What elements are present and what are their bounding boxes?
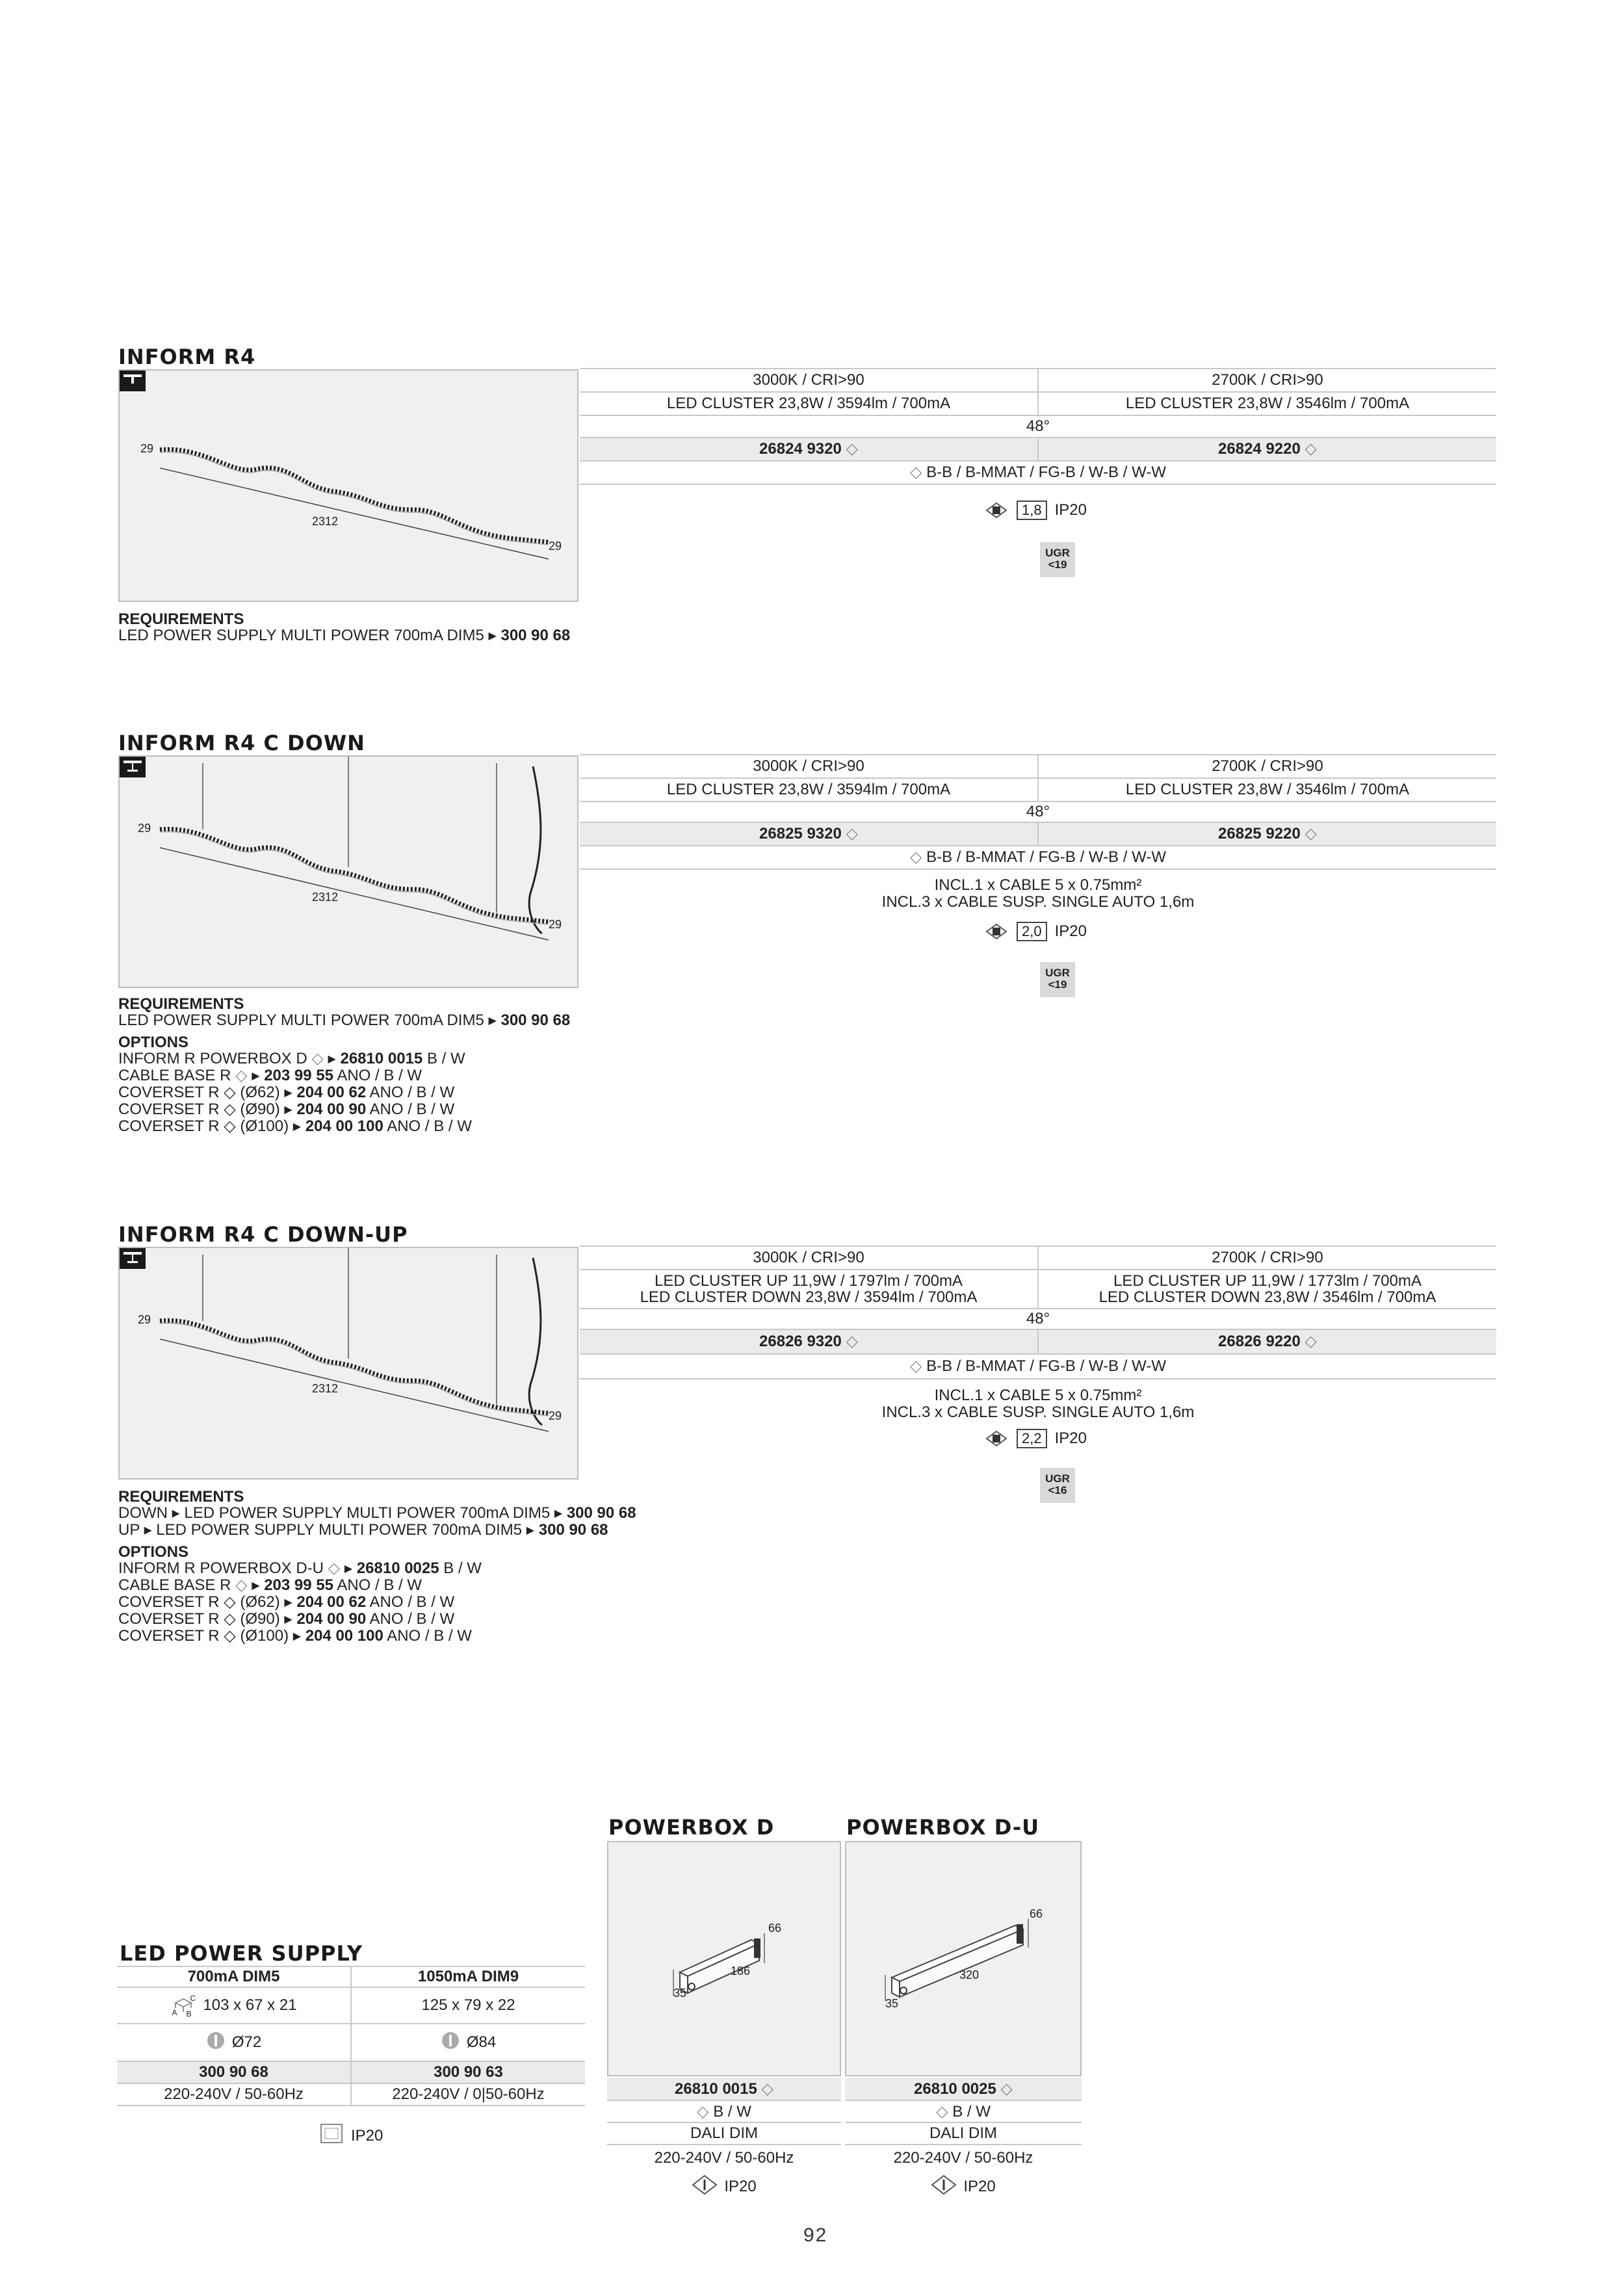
diameter-value: Ø72 — [231, 2033, 262, 2051]
powerbox-table — [845, 2078, 1082, 2201]
dimension-value: 103 x 67 x 21 — [203, 1996, 297, 2014]
option-line: COVERSET R ◇ (Ø100) ▶ 204 00 100 ANO / B / W — [118, 1117, 472, 1135]
spec-row-beam — [580, 802, 1496, 823]
class-value: 2,2 — [1017, 1429, 1047, 1448]
spec-row-codes — [580, 1330, 1496, 1355]
requirement-line: LED POWER SUPPLY MULTI POWER 700mA DIM5 ▶ 300 90 68 — [118, 1011, 571, 1029]
option-line: COVERSET R ◇ (Ø62) ▶ 204 00 62 ANO / B / W — [118, 1084, 455, 1101]
section-title: INFORM R4 C DOWN-UP — [118, 1222, 408, 1247]
ps-dimension-row — [117, 1988, 585, 2024]
hole-diameter-icon — [206, 2031, 226, 2055]
dimension-label: 29 — [549, 540, 562, 553]
spec-cell: 3000K / CRI>90 — [753, 757, 864, 775]
spec-cell — [1037, 1270, 1496, 1308]
dimension-label: 35 — [673, 1987, 687, 2000]
ugr-value: <16 — [1048, 1484, 1067, 1496]
ugr-label: UGR — [1045, 967, 1070, 979]
spec-icons — [984, 501, 1087, 520]
spec-cell — [580, 1270, 1037, 1308]
ugr-label: UGR — [1045, 1472, 1070, 1485]
ugr-badge — [1040, 962, 1075, 997]
led-up: LED CLUSTER UP 11,9W / 1773lm / 700mA — [1113, 1272, 1422, 1290]
powerbox-voltage: 220-240V / 50-60Hz — [893, 2149, 1033, 2167]
ps-diameter — [350, 2024, 585, 2061]
requirements-header: REQUIREMENTS — [118, 995, 244, 1013]
product-drawing — [118, 1247, 578, 1480]
article-code: 26824 9220 ◇ — [1037, 438, 1496, 460]
ip-rating: IP20 — [724, 2178, 757, 2195]
led-down: LED CLUSTER DOWN 23,8W / 3594lm / 700mA — [640, 1288, 978, 1306]
option-line: CABLE BASE R ◇ ▶ 203 99 55 ANO / B / W — [118, 1067, 422, 1084]
option-line: INFORM R POWERBOX D ◇ ▶ 26810 0015 B / W — [118, 1050, 465, 1067]
powerbox-finish: B / W — [952, 2102, 991, 2120]
spec-row-included — [580, 1381, 1496, 1428]
ugr-value: <19 — [1048, 558, 1067, 571]
spec-row-led — [580, 1270, 1496, 1309]
powerbox-control-row — [607, 2123, 841, 2145]
ip-rating: IP20 — [963, 2178, 996, 2195]
finishes: ◇ B-B / B-MMAT / FG-B / W-B / W-W — [909, 848, 1166, 866]
led-down: LED CLUSTER DOWN 23,8W / 3546lm / 700mA — [1098, 1288, 1436, 1306]
powerbox-code-row: 26810 0025 ◇ — [845, 2078, 1082, 2101]
article-code: 26826 9220 ◇ — [1037, 1330, 1496, 1353]
class-one-icon — [931, 2174, 957, 2200]
spec-table — [580, 754, 1496, 923]
diameter-value: Ø84 — [466, 2033, 497, 2051]
powerbox-control: DALI DIM — [929, 2124, 997, 2142]
article-code: 26825 9220 ◇ — [1037, 823, 1496, 845]
ip-rating: IP20 — [1054, 501, 1087, 519]
included-items — [580, 871, 1496, 917]
included-item: INCL.1 x CABLE 5 x 0.75mm² — [934, 876, 1142, 894]
requirements-block — [118, 996, 570, 1135]
dimension-label: 29 — [140, 442, 154, 455]
powerbox-table — [607, 2078, 841, 2201]
dimension-label: 66 — [1030, 1907, 1043, 1920]
spec-table — [580, 368, 1496, 498]
requirements-block — [118, 1489, 636, 1645]
spec-row-finishes — [580, 1355, 1496, 1379]
spec-row-color — [580, 754, 1496, 779]
powerbox-drawing — [845, 1841, 1082, 2076]
finishes: ◇ B-B / B-MMAT / FG-B / W-B / W-W — [909, 463, 1166, 481]
beam-angle: 48° — [1026, 417, 1050, 435]
dimension-label: 2312 — [312, 515, 339, 528]
section-title: POWERBOX D — [608, 1815, 775, 1840]
requirement-line: UP ▸ LED POWER SUPPLY MULTI POWER 700mA DIM5 ▶ 300 90 68 — [118, 1521, 608, 1539]
ps-diameter — [117, 2024, 350, 2061]
dimension-label: 320 — [959, 1968, 980, 1981]
spec-row-led — [580, 779, 1496, 802]
ps-dimension — [117, 1988, 350, 2023]
powerbox-ip-row — [607, 2174, 841, 2200]
article-code: 26824 9320 ◇ — [759, 440, 858, 458]
article-code: 26826 9320 ◇ — [759, 1333, 858, 1350]
article-code: 26825 9320 ◇ — [759, 825, 858, 842]
dim-letter: C — [190, 1994, 196, 2003]
spec-row-color — [580, 1246, 1496, 1270]
ip-rating: IP20 — [1054, 922, 1087, 940]
spec-row-included — [580, 871, 1496, 917]
dimension-label: 29 — [138, 1313, 151, 1326]
ip-rating: IP20 — [1054, 1429, 1087, 1447]
requirements-header: REQUIREMENTS — [118, 610, 244, 628]
beam-angle: 48° — [1026, 1310, 1050, 1327]
spec-table — [580, 1246, 1496, 1434]
spec-cell: 3000K / CRI>90 — [753, 1249, 864, 1266]
spec-row-codes — [580, 438, 1496, 462]
options-header: OPTIONS — [118, 1543, 189, 1561]
led-up: LED CLUSTER UP 11,9W / 1797lm / 700mA — [655, 1272, 963, 1290]
ip-rating: IP20 — [351, 2126, 383, 2145]
ps-voltage: 220-240V / 0|50-60Hz — [350, 2084, 585, 2105]
powerbox-voltage-row — [845, 2146, 1082, 2170]
spec-row-color — [580, 368, 1496, 393]
dim-letter: B — [186, 2009, 192, 2018]
ps-voltage-row — [117, 2084, 585, 2106]
luminaire-class-icon — [984, 1429, 1009, 1448]
spec-cell: 3000K / CRI>90 — [753, 371, 864, 389]
spec-cell: LED CLUSTER 23,8W / 3594lm / 700mA — [666, 395, 951, 412]
ugr-badge — [1040, 1468, 1075, 1503]
requirements-header: REQUIREMENTS — [118, 1488, 244, 1506]
ps-dimension: 125 x 79 x 22 — [350, 1988, 585, 2023]
powerbox-code-row: 26810 0015 ◇ — [607, 2078, 841, 2101]
finishes: ◇ B-B / B-MMAT / FG-B / W-B / W-W — [909, 1357, 1166, 1375]
spec-icons — [984, 922, 1087, 941]
ps-code-row — [117, 2062, 585, 2084]
ps-header: 1050mA DIM9 — [350, 1967, 585, 1987]
dimension-label: 186 — [731, 1964, 751, 1977]
section-title: INFORM R4 — [118, 345, 256, 369]
spec-row-finishes — [580, 462, 1496, 485]
spec-row-beam — [580, 416, 1496, 438]
spec-cell: LED CLUSTER 23,8W / 3546lm / 700mA — [1037, 393, 1496, 415]
spec-row-codes — [580, 823, 1496, 846]
dim-letter: A — [172, 2008, 177, 2017]
ps-diameter-row — [117, 2024, 585, 2062]
luminaire-class-icon — [984, 922, 1009, 941]
requirement-line: DOWN ▸ LED POWER SUPPLY MULTI POWER 700mA DIM5 ▶ 300 90 68 — [118, 1504, 636, 1522]
powerbox-control: DALI DIM — [690, 2124, 758, 2142]
ps-header-row — [117, 1966, 585, 1988]
powerbox-drawing — [607, 1841, 841, 2076]
included-item: INCL.1 x CABLE 5 x 0.75mm² — [934, 1387, 1142, 1404]
spec-row-finishes — [580, 846, 1496, 870]
page-number: 92 — [803, 2224, 828, 2246]
section-title: POWERBOX D-U — [846, 1815, 1040, 1840]
spec-cell: LED CLUSTER 23,8W / 3546lm / 700mA — [1037, 779, 1496, 801]
dimension-label: 2312 — [312, 891, 339, 904]
option-line: COVERSET R ◇ (Ø62) ▶ 204 00 62 ANO / B / W — [118, 1593, 455, 1611]
included-item: INCL.3 x CABLE SUSP. SINGLE AUTO 1,6m — [881, 893, 1195, 911]
ip-square-icon — [320, 2123, 343, 2148]
powerbox-finish-row: ◇ B / W — [607, 2101, 841, 2123]
ugr-value: <19 — [1048, 978, 1067, 991]
dimension-label: 29 — [549, 918, 562, 931]
dimension-label: 35 — [885, 1997, 899, 2010]
luminaire-class-icon — [984, 501, 1009, 520]
class-value: 1,8 — [1017, 501, 1047, 520]
powerbox-ip-row — [845, 2174, 1082, 2200]
dimension-label: 29 — [138, 822, 151, 835]
powerbox-voltage-row — [607, 2146, 841, 2170]
dimension-label: 2312 — [312, 1382, 339, 1395]
beam-angle: 48° — [1026, 803, 1050, 820]
option-line: COVERSET R ◇ (Ø100) ▶ 204 00 100 ANO / B / W — [118, 1627, 472, 1645]
class-one-icon — [692, 2174, 718, 2200]
options-header: OPTIONS — [118, 1034, 189, 1051]
product-drawing — [118, 755, 578, 988]
powerbox-code: 26810 0025 — [914, 2080, 996, 2098]
ps-header: 700mA DIM5 — [187, 1968, 280, 1985]
powerbox-finish-row: ◇ B / W — [845, 2101, 1082, 2123]
spec-cell: 2700K / CRI>90 — [1037, 369, 1496, 391]
dimension-box-icon — [170, 1994, 196, 2017]
requirement-line: LED POWER SUPPLY MULTI POWER 700mA DIM5 ▶ 300 90 68 — [118, 627, 571, 644]
option-line: CABLE BASE R ◇ ▶ 203 99 55 ANO / B / W — [118, 1576, 422, 1594]
spec-row-led — [580, 393, 1496, 416]
ps-voltage: 220-240V / 50-60Hz — [164, 2085, 304, 2103]
section-title: INFORM R4 C DOWN — [118, 731, 365, 755]
section-title: LED POWER SUPPLY — [120, 1941, 363, 1966]
class-value: 2,0 — [1017, 922, 1047, 941]
powerbox-code: 26810 0015 — [675, 2080, 757, 2098]
ugr-label: UGR — [1045, 547, 1070, 559]
requirements-block — [118, 611, 570, 644]
powerbox-voltage: 220-240V / 50-60Hz — [654, 2149, 794, 2167]
spec-row-beam — [580, 1309, 1496, 1330]
ps-ip — [320, 2123, 383, 2148]
powerbox-control-row — [845, 2123, 1082, 2145]
dimension-label: 29 — [549, 1409, 562, 1422]
spec-cell: 2700K / CRI>90 — [1037, 1247, 1496, 1269]
spec-cell: LED CLUSTER 23,8W / 3594lm / 700mA — [666, 781, 951, 798]
dimension-label: 66 — [768, 1922, 782, 1935]
hole-diameter-icon — [441, 2031, 460, 2055]
option-line: COVERSET R ◇ (Ø90) ▶ 204 00 90 ANO / B / W — [118, 1610, 455, 1628]
included-items — [580, 1381, 1496, 1428]
spec-icons — [984, 1429, 1087, 1448]
included-item: INCL.3 x CABLE SUSP. SINGLE AUTO 1,6m — [881, 1403, 1195, 1421]
option-line: INFORM R POWERBOX D-U ◇ ▶ 26810 0025 B / W — [118, 1559, 482, 1577]
ugr-badge — [1040, 542, 1075, 577]
ps-code: 300 90 63 — [350, 2062, 585, 2083]
ps-code: 300 90 68 — [199, 2063, 268, 2081]
spec-cell: 2700K / CRI>90 — [1037, 755, 1496, 777]
option-line: COVERSET R ◇ (Ø90) ▶ 204 00 90 ANO / B / W — [118, 1101, 455, 1118]
powerbox-finish: B / W — [713, 2102, 751, 2120]
product-drawing — [118, 369, 578, 602]
